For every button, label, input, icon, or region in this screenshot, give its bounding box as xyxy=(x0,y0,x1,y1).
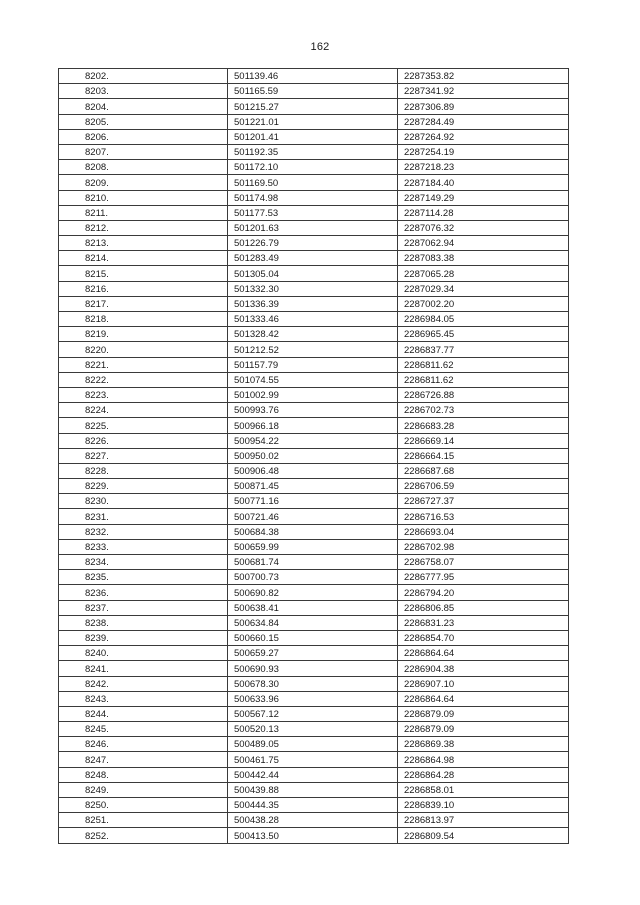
x-coordinate-cell: 501226.79 xyxy=(228,236,398,251)
point-number-cell: 8243. xyxy=(59,691,228,706)
y-coordinate-cell: 2286693.04 xyxy=(398,524,569,539)
table-row xyxy=(59,570,569,585)
y-coordinate-cell: 2286864.64 xyxy=(398,691,569,706)
table-row xyxy=(59,555,569,570)
x-coordinate-cell: 500871.45 xyxy=(228,479,398,494)
coordinates-table xyxy=(58,68,569,844)
point-number-cell: 8249. xyxy=(59,782,228,797)
table-row xyxy=(59,752,569,767)
y-coordinate-cell: 2286854.70 xyxy=(398,630,569,645)
x-coordinate-cell: 500439.88 xyxy=(228,782,398,797)
table-row xyxy=(59,418,569,433)
x-coordinate-cell: 500906.48 xyxy=(228,463,398,478)
y-coordinate-cell: 2286864.64 xyxy=(398,646,569,661)
x-coordinate-cell: 501283.49 xyxy=(228,251,398,266)
table-row xyxy=(59,266,569,281)
x-coordinate-cell: 500444.35 xyxy=(228,798,398,813)
y-coordinate-cell: 2287306.89 xyxy=(398,99,569,114)
point-number-cell: 8228. xyxy=(59,463,228,478)
x-coordinate-cell: 500690.93 xyxy=(228,661,398,676)
y-coordinate-cell: 2286904.38 xyxy=(398,661,569,676)
table-row xyxy=(59,281,569,296)
x-coordinate-cell: 500659.99 xyxy=(228,539,398,554)
table-row xyxy=(59,342,569,357)
point-number-cell: 8205. xyxy=(59,114,228,129)
table-row xyxy=(59,630,569,645)
point-number-cell: 8204. xyxy=(59,99,228,114)
y-coordinate-cell: 2286726.88 xyxy=(398,387,569,402)
y-coordinate-cell: 2286858.01 xyxy=(398,782,569,797)
y-coordinate-cell: 2286864.28 xyxy=(398,767,569,782)
y-coordinate-cell: 2286907.10 xyxy=(398,676,569,691)
x-coordinate-cell: 500461.75 xyxy=(228,752,398,767)
x-coordinate-cell: 500950.02 xyxy=(228,448,398,463)
x-coordinate-cell: 500700.73 xyxy=(228,570,398,585)
x-coordinate-cell: 500678.30 xyxy=(228,676,398,691)
y-coordinate-cell: 2287065.28 xyxy=(398,266,569,281)
point-number-cell: 8245. xyxy=(59,722,228,737)
table-row xyxy=(59,585,569,600)
table-row xyxy=(59,84,569,99)
x-coordinate-cell: 501165.59 xyxy=(228,84,398,99)
x-coordinate-cell: 500638.41 xyxy=(228,600,398,615)
y-coordinate-cell: 2287353.82 xyxy=(398,69,569,84)
x-coordinate-cell: 500659.27 xyxy=(228,646,398,661)
x-coordinate-cell: 501332.30 xyxy=(228,281,398,296)
y-coordinate-cell: 2286794.20 xyxy=(398,585,569,600)
y-coordinate-cell: 2287149.29 xyxy=(398,190,569,205)
y-coordinate-cell: 2286965.45 xyxy=(398,327,569,342)
y-coordinate-cell: 2286702.73 xyxy=(398,403,569,418)
y-coordinate-cell: 2286811.62 xyxy=(398,372,569,387)
table-row xyxy=(59,706,569,721)
table-row xyxy=(59,782,569,797)
point-number-cell: 8225. xyxy=(59,418,228,433)
y-coordinate-cell: 2287076.32 xyxy=(398,220,569,235)
y-coordinate-cell: 2286813.97 xyxy=(398,813,569,828)
table-row xyxy=(59,463,569,478)
point-number-cell: 8220. xyxy=(59,342,228,357)
table-row xyxy=(59,175,569,190)
x-coordinate-cell: 500954.22 xyxy=(228,433,398,448)
table-row xyxy=(59,387,569,402)
point-number-cell: 8251. xyxy=(59,813,228,828)
point-number-cell: 8208. xyxy=(59,160,228,175)
x-coordinate-cell: 501221.01 xyxy=(228,114,398,129)
x-coordinate-cell: 501215.27 xyxy=(228,99,398,114)
y-coordinate-cell: 2286984.05 xyxy=(398,312,569,327)
y-coordinate-cell: 2287062.94 xyxy=(398,236,569,251)
table-row xyxy=(59,494,569,509)
point-number-cell: 8203. xyxy=(59,84,228,99)
table-row xyxy=(59,205,569,220)
table-row xyxy=(59,737,569,752)
table-row xyxy=(59,372,569,387)
point-number-cell: 8234. xyxy=(59,555,228,570)
y-coordinate-cell: 2287254.19 xyxy=(398,144,569,159)
y-coordinate-cell: 2287083.38 xyxy=(398,251,569,266)
point-number-cell: 8210. xyxy=(59,190,228,205)
y-coordinate-cell: 2287002.20 xyxy=(398,296,569,311)
point-number-cell: 8209. xyxy=(59,175,228,190)
x-coordinate-cell: 500993.76 xyxy=(228,403,398,418)
table-row xyxy=(59,129,569,144)
y-coordinate-cell: 2286683.28 xyxy=(398,418,569,433)
point-number-cell: 8246. xyxy=(59,737,228,752)
table-row xyxy=(59,600,569,615)
y-coordinate-cell: 2287184.40 xyxy=(398,175,569,190)
y-coordinate-cell: 2287029.34 xyxy=(398,281,569,296)
table-row xyxy=(59,433,569,448)
point-number-cell: 8237. xyxy=(59,600,228,615)
x-coordinate-cell: 500413.50 xyxy=(228,828,398,843)
y-coordinate-cell: 2287341.92 xyxy=(398,84,569,99)
point-number-cell: 8231. xyxy=(59,509,228,524)
table-row xyxy=(59,236,569,251)
y-coordinate-cell: 2286687.68 xyxy=(398,463,569,478)
table-row xyxy=(59,798,569,813)
y-coordinate-cell: 2286809.54 xyxy=(398,828,569,843)
x-coordinate-cell: 501002.99 xyxy=(228,387,398,402)
point-number-cell: 8235. xyxy=(59,570,228,585)
y-coordinate-cell: 2286864.98 xyxy=(398,752,569,767)
x-coordinate-cell: 501212.52 xyxy=(228,342,398,357)
point-number-cell: 8239. xyxy=(59,630,228,645)
point-number-cell: 8232. xyxy=(59,524,228,539)
x-coordinate-cell: 501074.55 xyxy=(228,372,398,387)
x-coordinate-cell: 500721.46 xyxy=(228,509,398,524)
point-number-cell: 8241. xyxy=(59,661,228,676)
x-coordinate-cell: 500567.12 xyxy=(228,706,398,721)
point-number-cell: 8207. xyxy=(59,144,228,159)
table-row xyxy=(59,813,569,828)
y-coordinate-cell: 2286727.37 xyxy=(398,494,569,509)
point-number-cell: 8242. xyxy=(59,676,228,691)
x-coordinate-cell: 500442.44 xyxy=(228,767,398,782)
table-row xyxy=(59,661,569,676)
point-number-cell: 8214. xyxy=(59,251,228,266)
table-row xyxy=(59,646,569,661)
table-row xyxy=(59,144,569,159)
point-number-cell: 8227. xyxy=(59,448,228,463)
x-coordinate-cell: 500633.96 xyxy=(228,691,398,706)
y-coordinate-cell: 2286706.59 xyxy=(398,479,569,494)
x-coordinate-cell: 500681.74 xyxy=(228,555,398,570)
x-coordinate-cell: 500771.16 xyxy=(228,494,398,509)
y-coordinate-cell: 2287218.23 xyxy=(398,160,569,175)
y-coordinate-cell: 2286777.95 xyxy=(398,570,569,585)
table-row xyxy=(59,767,569,782)
x-coordinate-cell: 501333.46 xyxy=(228,312,398,327)
table-row xyxy=(59,220,569,235)
table-row xyxy=(59,448,569,463)
point-number-cell: 8236. xyxy=(59,585,228,600)
table-row xyxy=(59,99,569,114)
y-coordinate-cell: 2286758.07 xyxy=(398,555,569,570)
point-number-cell: 8238. xyxy=(59,615,228,630)
x-coordinate-cell: 501201.63 xyxy=(228,220,398,235)
x-coordinate-cell: 501139.46 xyxy=(228,69,398,84)
point-number-cell: 8211. xyxy=(59,205,228,220)
x-coordinate-cell: 501305.04 xyxy=(228,266,398,281)
point-number-cell: 8218. xyxy=(59,312,228,327)
table-row xyxy=(59,615,569,630)
x-coordinate-cell: 501192.35 xyxy=(228,144,398,159)
point-number-cell: 8226. xyxy=(59,433,228,448)
y-coordinate-cell: 2286716.53 xyxy=(398,509,569,524)
table-row xyxy=(59,676,569,691)
point-number-cell: 8206. xyxy=(59,129,228,144)
point-number-cell: 8221. xyxy=(59,357,228,372)
point-number-cell: 8224. xyxy=(59,403,228,418)
page-number: 162 xyxy=(310,41,330,53)
x-coordinate-cell: 500438.28 xyxy=(228,813,398,828)
table-row xyxy=(59,357,569,372)
y-coordinate-cell: 2287264.92 xyxy=(398,129,569,144)
x-coordinate-cell: 501172.10 xyxy=(228,160,398,175)
y-coordinate-cell: 2286837.77 xyxy=(398,342,569,357)
point-number-cell: 8212. xyxy=(59,220,228,235)
y-coordinate-cell: 2286702.98 xyxy=(398,539,569,554)
y-coordinate-cell: 2286664.15 xyxy=(398,448,569,463)
table-row xyxy=(59,479,569,494)
table-row xyxy=(59,509,569,524)
point-number-cell: 8216. xyxy=(59,281,228,296)
table-row xyxy=(59,251,569,266)
coordinates-table-body xyxy=(59,69,569,844)
x-coordinate-cell: 500520.13 xyxy=(228,722,398,737)
y-coordinate-cell: 2286811.62 xyxy=(398,357,569,372)
point-number-cell: 8202. xyxy=(59,69,228,84)
x-coordinate-cell: 501157.79 xyxy=(228,357,398,372)
x-coordinate-cell: 501177.53 xyxy=(228,205,398,220)
point-number-cell: 8229. xyxy=(59,479,228,494)
x-coordinate-cell: 500684.38 xyxy=(228,524,398,539)
table-row xyxy=(59,403,569,418)
x-coordinate-cell: 501336.39 xyxy=(228,296,398,311)
x-coordinate-cell: 501169.50 xyxy=(228,175,398,190)
table-row xyxy=(59,190,569,205)
table-row xyxy=(59,539,569,554)
y-coordinate-cell: 2286869.38 xyxy=(398,737,569,752)
y-coordinate-cell: 2286839.10 xyxy=(398,798,569,813)
point-number-cell: 8217. xyxy=(59,296,228,311)
y-coordinate-cell: 2286879.09 xyxy=(398,706,569,721)
table-row xyxy=(59,114,569,129)
x-coordinate-cell: 500634.84 xyxy=(228,615,398,630)
table-row xyxy=(59,828,569,843)
point-number-cell: 8250. xyxy=(59,798,228,813)
y-coordinate-cell: 2286831.23 xyxy=(398,615,569,630)
point-number-cell: 8222. xyxy=(59,372,228,387)
x-coordinate-cell: 500489.05 xyxy=(228,737,398,752)
point-number-cell: 8240. xyxy=(59,646,228,661)
point-number-cell: 8244. xyxy=(59,706,228,721)
y-coordinate-cell: 2286669.14 xyxy=(398,433,569,448)
table-row xyxy=(59,69,569,84)
table-row xyxy=(59,160,569,175)
x-coordinate-cell: 500966.18 xyxy=(228,418,398,433)
point-number-cell: 8215. xyxy=(59,266,228,281)
point-number-cell: 8219. xyxy=(59,327,228,342)
table-row xyxy=(59,312,569,327)
point-number-cell: 8248. xyxy=(59,767,228,782)
x-coordinate-cell: 500660.15 xyxy=(228,630,398,645)
table-row xyxy=(59,327,569,342)
table-row xyxy=(59,296,569,311)
point-number-cell: 8223. xyxy=(59,387,228,402)
point-number-cell: 8213. xyxy=(59,236,228,251)
x-coordinate-cell: 501201.41 xyxy=(228,129,398,144)
table-row xyxy=(59,691,569,706)
y-coordinate-cell: 2286806.85 xyxy=(398,600,569,615)
point-number-cell: 8247. xyxy=(59,752,228,767)
x-coordinate-cell: 501328.42 xyxy=(228,327,398,342)
table-row xyxy=(59,722,569,737)
point-number-cell: 8252. xyxy=(59,828,228,843)
point-number-cell: 8233. xyxy=(59,539,228,554)
y-coordinate-cell: 2286879.09 xyxy=(398,722,569,737)
x-coordinate-cell: 500690.82 xyxy=(228,585,398,600)
x-coordinate-cell: 501174.98 xyxy=(228,190,398,205)
point-number-cell: 8230. xyxy=(59,494,228,509)
table-row xyxy=(59,524,569,539)
y-coordinate-cell: 2287114.28 xyxy=(398,205,569,220)
y-coordinate-cell: 2287284.49 xyxy=(398,114,569,129)
